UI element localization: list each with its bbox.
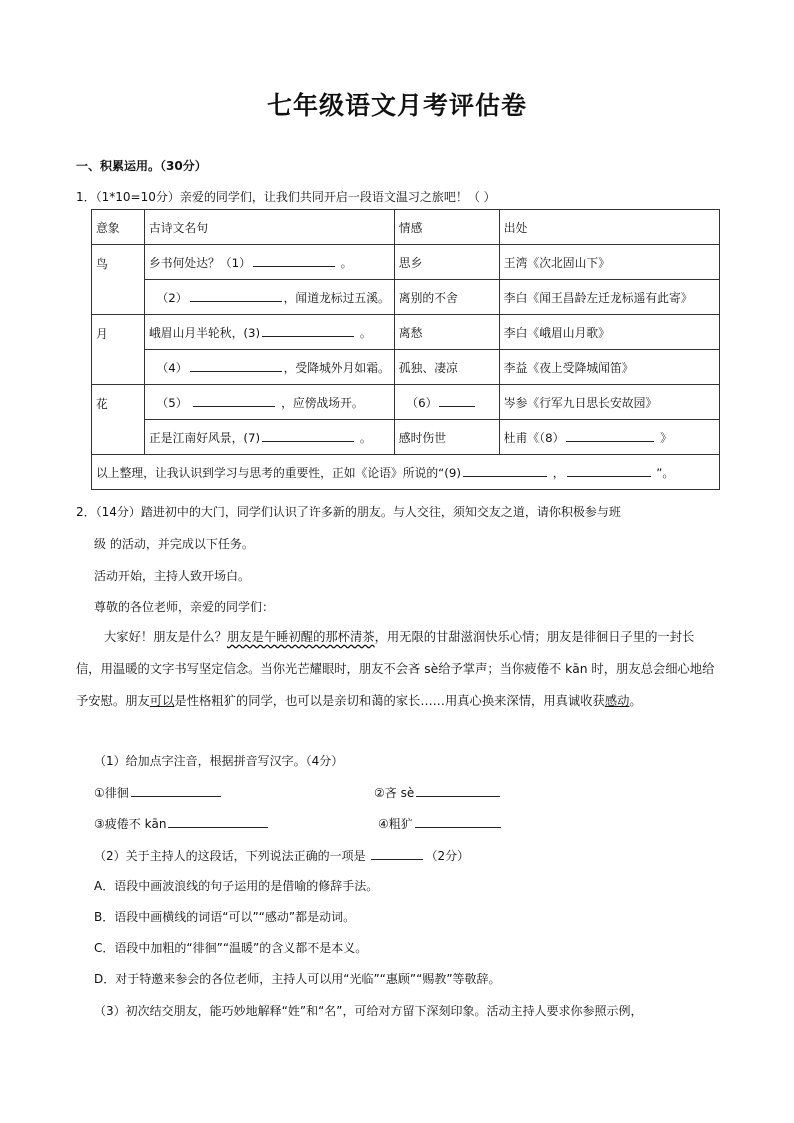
source-cell: 岑参《行军九日思长安故园》 bbox=[499, 385, 719, 420]
pinyin-item bbox=[94, 783, 223, 801]
question-2: 2．（14分）踏进初中的大门，同学们认识了许多新的朋友。与人交往，须知交友之道，请你积极参与班 bbox=[76, 505, 621, 519]
option-c: C．语段中加粗的“徘徊”“温暖”的含义都不是本义。 bbox=[94, 941, 368, 955]
wavy-sentence: 朋友是午睡初醒的那杯清茶 bbox=[226, 630, 375, 644]
table-row bbox=[92, 280, 720, 315]
verse-text: 正是江南好风景，(7) bbox=[149, 431, 261, 445]
image-cell: 花 bbox=[92, 385, 145, 455]
table-row bbox=[92, 245, 720, 280]
footer-text: 以上整理，让我认识到学习与思考的重要性，正如《论语》所说的“(9) bbox=[96, 466, 461, 480]
option-d: D．对于特邀来参会的各位老师，主持人可以用“光临”“惠顾”“赐教”等敬辞。 bbox=[94, 972, 501, 986]
question-2-cont: 级 的活动，并完成以下任务。 bbox=[94, 537, 254, 551]
answer-blank-5[interactable] bbox=[193, 393, 275, 407]
verse-cell bbox=[145, 420, 395, 455]
greeting: 尊敬的各位老师，亲爱的同学们： bbox=[94, 600, 275, 614]
answer-blank-8[interactable] bbox=[566, 428, 654, 442]
verse-cell bbox=[145, 315, 395, 350]
verse-cell bbox=[145, 280, 395, 315]
speech-text: 。 bbox=[629, 694, 642, 708]
emotion-cell: 离别的不舍 bbox=[394, 280, 499, 315]
source-cell bbox=[499, 420, 719, 455]
verse-cell bbox=[145, 385, 395, 420]
item-label: ④粗犷 bbox=[378, 817, 413, 831]
header-cell: 情感 bbox=[394, 210, 499, 245]
sub-question-1: （1）给加点字注音，根据拼音写汉字。（4分） bbox=[94, 754, 344, 768]
answer-blank[interactable] bbox=[416, 783, 500, 797]
answer-blank[interactable] bbox=[131, 783, 221, 797]
emotion-cell: 离愁 bbox=[394, 315, 499, 350]
speech-text: ，用无限的甘甜滋润快乐心情；朋友是徘徊日子里的一封长信，用温暖的文字书写坚定信念。当你光芒耀眼时，朋友不会吝 sè给予掌声；当你疲倦不 kān 时，朋友总会细心地给予安慰。朋友 bbox=[76, 630, 715, 708]
speech-text: 是性格粗犷的同学，也可以是亲切和蔼的家长……用真心换来深情，用真诚收获 bbox=[174, 694, 605, 708]
verse-text: 。 bbox=[340, 256, 353, 270]
verse-cell bbox=[145, 245, 395, 280]
answer-blank-2[interactable] bbox=[190, 288, 282, 302]
underlined-word: 感动 bbox=[604, 694, 630, 708]
pinyin-item bbox=[378, 814, 503, 832]
host-speech-text bbox=[76, 621, 716, 717]
question-text: （2）关于主持人的这段话，下列说法正确的一项是 bbox=[94, 849, 366, 863]
table-row bbox=[92, 420, 720, 455]
answer-blank[interactable] bbox=[415, 814, 501, 828]
speech-text: 大家好！朋友是什么？ bbox=[104, 630, 227, 644]
source-cell: 王湾《次北固山下》 bbox=[499, 245, 719, 280]
verse-text: 乡书何处达？（1） bbox=[149, 256, 251, 270]
item-label: ③疲倦不 kān bbox=[94, 817, 167, 831]
pinyin-item bbox=[94, 814, 270, 832]
answer-blank-6[interactable] bbox=[439, 393, 475, 407]
answer-blank-1[interactable] bbox=[253, 253, 335, 267]
option-a: A．语段中画波浪线的句子运用的是借喻的修辞手法。 bbox=[94, 879, 379, 893]
verse-text: 。 bbox=[359, 431, 372, 445]
table-row bbox=[92, 315, 720, 350]
emotion-cell: 感时伤世 bbox=[394, 420, 499, 455]
verse-text: （5） bbox=[156, 396, 188, 410]
option-b: B．语段中画横线的词语“可以”“感动”都是动词。 bbox=[94, 910, 356, 924]
activity-intro: 活动开始，主持人致开场白。 bbox=[94, 569, 251, 583]
source-cell: 李益《夜上受降城闻笛》 bbox=[499, 350, 719, 385]
emotion-cell: 思乡 bbox=[394, 245, 499, 280]
host-speech bbox=[76, 621, 716, 717]
underlined-word: 可以 bbox=[149, 694, 175, 708]
footer-cell bbox=[92, 455, 720, 490]
emotion-text: （6） bbox=[406, 396, 438, 410]
table-row bbox=[92, 350, 720, 385]
verse-text: （4） bbox=[156, 361, 188, 375]
table-header-row bbox=[92, 210, 720, 245]
source-cell: 李白《闻王昌龄左迁龙标遥有此寄》 bbox=[499, 280, 719, 315]
poem-table bbox=[91, 209, 720, 490]
sub-question-2 bbox=[94, 846, 469, 864]
source-text: 》 bbox=[660, 431, 672, 445]
answer-blank-7[interactable] bbox=[262, 428, 354, 442]
answer-blank-9b[interactable] bbox=[567, 463, 651, 477]
answer-blank-9a[interactable] bbox=[463, 463, 547, 477]
header-cell: 出处 bbox=[499, 210, 719, 245]
section-heading: 一、积累运用。（30分） bbox=[76, 159, 207, 173]
footer-text: ”。 bbox=[656, 466, 675, 480]
item-label: ①徘徊 bbox=[94, 786, 129, 800]
item-label: ②吝 sè bbox=[374, 786, 415, 800]
verse-cell bbox=[145, 350, 395, 385]
answer-blank[interactable] bbox=[371, 846, 423, 860]
verse-text: 。 bbox=[359, 326, 372, 340]
question-1: 1．（1*10=10分）亲爱的同学们，让我们共同开启一段语文温习之旅吧！（ ） bbox=[76, 190, 496, 204]
page-title: 七年级语文月考评估卷 bbox=[266, 91, 527, 120]
source-text: 杜甫《（8） bbox=[503, 431, 565, 445]
answer-blank-4[interactable] bbox=[190, 358, 282, 372]
table-footer-row bbox=[92, 455, 720, 490]
emotion-cell bbox=[394, 385, 499, 420]
question-text: （2分） bbox=[425, 849, 470, 863]
pinyin-item bbox=[374, 783, 502, 801]
footer-text: ， bbox=[552, 466, 565, 480]
verse-text: 峨眉山月半轮秋，(3) bbox=[149, 326, 261, 340]
table-row bbox=[92, 385, 720, 420]
image-cell: 鸟 bbox=[92, 245, 145, 315]
sub-question-3: （3）初次结交朋友，能巧妙地解释“姓”和“名”，可给对方留下深刻印象。活动主持人要求你参照示例， bbox=[94, 1004, 643, 1018]
header-cell: 意象 bbox=[92, 210, 145, 245]
emotion-cell: 孤独、凄凉 bbox=[394, 350, 499, 385]
verse-text: ，受降城外月如霜。 bbox=[283, 361, 390, 375]
header-cell: 古诗文名句 bbox=[145, 210, 395, 245]
verse-text: ，应傍战场开。 bbox=[281, 396, 364, 410]
answer-blank[interactable] bbox=[168, 814, 268, 828]
image-cell: 月 bbox=[92, 315, 145, 385]
answer-blank-3[interactable] bbox=[262, 323, 354, 337]
verse-text: ，闻道龙标过五溪。 bbox=[283, 291, 390, 305]
source-cell: 李白《峨眉山月歌》 bbox=[499, 315, 719, 350]
verse-text: （2） bbox=[156, 291, 188, 305]
